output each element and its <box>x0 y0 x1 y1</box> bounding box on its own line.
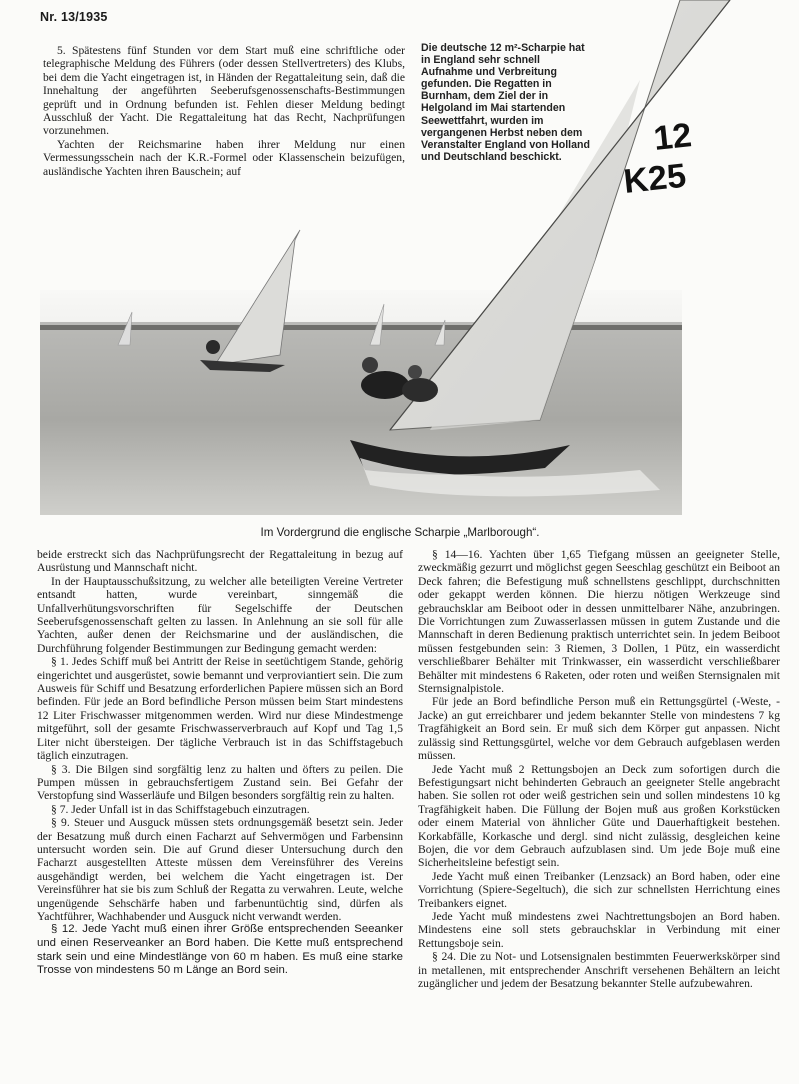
right-column <box>418 548 780 990</box>
paragraph: Jede Yacht muß mindestens zwei Nachtrettungsbojen an Bord haben. Mindestens eine soll stets gebrauchsklar in Verbindung mit einer Rettungsboje sein. <box>418 909 780 950</box>
paragraph: § 1. Jedes Schiff muß bei Antritt der Reise in seetüchtigem Stande, gehörig eingerichtet und ausgerüstet, sowie bemannt und verproviantiert sein. Die zum Ausweis für Schiff und Besatzung erforderlichen Papiere müssen sich an Bord befinden. Für jede an Bord befindliche Person müssen beim Start mindestens 12 Liter Frischwasser mitgenommen werden. Wird nur diese Mindestmenge mitgeführt, soll der gesamte Frischwasserverbrauch auf Kopf und Tag 1,5 Liter nicht übersteigen. Der tägliche Verbrauch ist in das Schiffstagebuch täglich einzutragen. <box>37 655 403 763</box>
paragraph: § 12. Jede Yacht muß einen ihrer Größe entsprechenden Seeanker und einen Reserveanker an Bord haben. Die Kette muß entsprechend stark sein und eine Mindestlänge von 60 m haben. Es muß eine starke Trosse von mindestens 50 m Länge an Bord sein. <box>37 923 403 977</box>
paragraph: beide erstreckt sich das Nachprüfungsrecht der Regattaleitung in bezug auf Ausrüstung und Mannschaft nicht. <box>37 548 403 575</box>
paragraph: Für jede an Bord befindliche Person muß ein Rettungsgürtel (-Weste, -Jacke) an gut erreichbarer und jedem bekannter Stelle von mindestens 7 kg Tragfähigkeit an Bord sein. Er muß sich dem Körper gut anpassen. Nicht zulässig sind Rettungsgürtel, welche vor dem Gebrauch aufgeblasen werden müssen. <box>418 695 780 763</box>
paragraph: 5. Spätestens fünf Stunden vor dem Start muß eine schriftliche oder telegraphische Meldung des Führers (oder dessen Stellvertreters) des Klubs, bei dem die Yacht eingetragen ist, in Händen der Regattaleitung sein, daß die Innehaltung der angeführten Seeberufsgenossenschafts-Bestimmungen geprüft und in Ordnung befunden ist. Fehlen dieser Meldung bedingt Ausschluß der Yacht. Die Regattaleitung hat das Recht, Nachprüfungen vorzunehmen. <box>43 44 405 138</box>
paragraph: § 7. Jeder Unfall ist in das Schiffstagebuch einzutragen. <box>51 802 310 816</box>
side-caption: Die deutsche 12 m²-Scharpie hat in England sehr schnell Aufnahme und Verbreitung gefunden. Die Regatten in Burnham, dem Ziel der in Helgoland im Mai startenden Seewettfahrt, wurden im vergangenen Herbst neben dem Veranstalter England von Holland und Deutschland beschickt. <box>421 42 590 163</box>
intro-text <box>43 44 405 178</box>
paragraph: Jede Yacht muß 2 Rettungsbojen an Deck zum sofortigen durch die Befestigungsart nicht behinderten Gebrauch an geeigneter Stelle angebracht haben. Sie sollen rot oder weiß gestrichen sein und sollen mindestens 10 kg Tragfähigkeit haben. Die Füllung der Bojen muß aus großen Korkstücken oder einem Material von ähnlicher Güte und Dauerhaftigkeit bestehen. Korkabfälle, Korkasche und dergl. sind nicht zulässig, desgleichen keine Bojen, die vor dem Gebrauch aufzublasen sind. Um jede Boje muß eine Sicherheitsleine befestigt sein. <box>418 762 780 870</box>
paragraph: § 9. Steuer und Ausguck müssen stets ordnungsgemäß besetzt sein. Jeder der Besatzung muß durch einen Facharzt auf Sehvermögen und Farbensinn untersucht worden sein. Die auf Grund dieser Untersuchung durch den Facharzt ausgestellten Atteste müssen dem Vereinsführer des Vereins ausgehändigt werden, bei welchem die Yacht eingetragen ist. Der Vereinsführer hat sie bis zum Schluß der Regatta zu verwahren. Leute, welche ungenügende Sehschärfe haben und farbenuntüchtig sind, dürfen als Yachtführer, Wachhabender und Ausguck nicht verwandt werden. <box>37 816 403 923</box>
crew-member <box>402 378 438 402</box>
left-column <box>37 548 403 978</box>
paragraph: Jede Yacht muß einen Treibanker (Lenzsack) an Bord haben, oder eine Vorrichtung (Spiere-Segeltuch), die sich zur schnellsten Herrichtung eines Treibankers eignet. <box>418 869 780 910</box>
issue-number: Nr. 13/1935 <box>40 10 108 24</box>
paragraph: Yachten der Reichsmarine haben ihrer Meldung nur einen Vermessungsschein nach der K.R.-Formel oder Klassenschein beizufügen, ausländische Yachten ihren Bauschein; auf <box>43 137 405 178</box>
paragraph: § 14—16. Yachten über 1,65 Tiefgang müssen an geeigneter Stelle, zweckmäßig gezurrt und möglichst gegen Seeschlag geschützt ein Beiboot an Deck fahren; die Befestigung muß schnellstens geschlippt, durchschnitten oder gekappt werden können. Die hierzu nötigen Werkzeuge sind gebrauchsklar am Beiboot oder in dessen unmittelbarer Nähe, anzubringen. Die Vorrichtungen zum Zuwasserlassen müssen in gutem Zustande und die Mannschaft in deren Bedienung praktisch unterrichtet sein. In jedem Beiboot müssen festgebunden sein: 3 Riemen, 3 Dollen, 1 Pütz, ein wasserdicht verschließbarer Behälter mit Trinkwasser, ein wasserdicht verschließbarer Behälter mit mindestens 6 Raketen, oder roten und weißen Sternsignalen mit Sternsignalpistole. <box>418 548 780 696</box>
paragraph: In der Hauptausschußsitzung, zu welcher alle beteiligten Vereine Vertreter entsandt hatten, wurde vereinbart, sinngemäß die Unfallverhütungsvorschriften für Segelschiffe der Deutschen Seeberufsgenossenschaft gelten zu lassen. In Anlehnung an sie soll für alle Yachten, außer denen der Reichsmarine und der ausländischen, die Durchführung folgender Bestimmungen zur Bedingung gemacht werden: <box>37 574 403 655</box>
paragraph: § 24. Die zu Not- und Lotsensignalen bestimmten Feuerwerkskörper sind in metallenen, mit entsprechender Anschrift versehenen Behältern an leicht zugänglicher und jedem der Besatzung bekannter Stelle aufzubewahren. <box>418 950 780 990</box>
crew-member <box>361 371 409 399</box>
sail-number-top: 12 <box>651 116 694 158</box>
photo-caption: Im Vordergrund die englische Scharpie „Marlborough“. <box>260 526 540 539</box>
paragraph: § 3. Die Bilgen sind sorgfältig lenz zu halten und öfters zu peilen. Die Pumpen müssen in gebrauchsfertigem Zustand sein. Bei Gefahr der Verstopfung sind Wasserläufe und Bilgen besonders sorgfältig rein zu halten. <box>37 762 403 803</box>
sail-number-bottom: K25 <box>621 156 688 201</box>
